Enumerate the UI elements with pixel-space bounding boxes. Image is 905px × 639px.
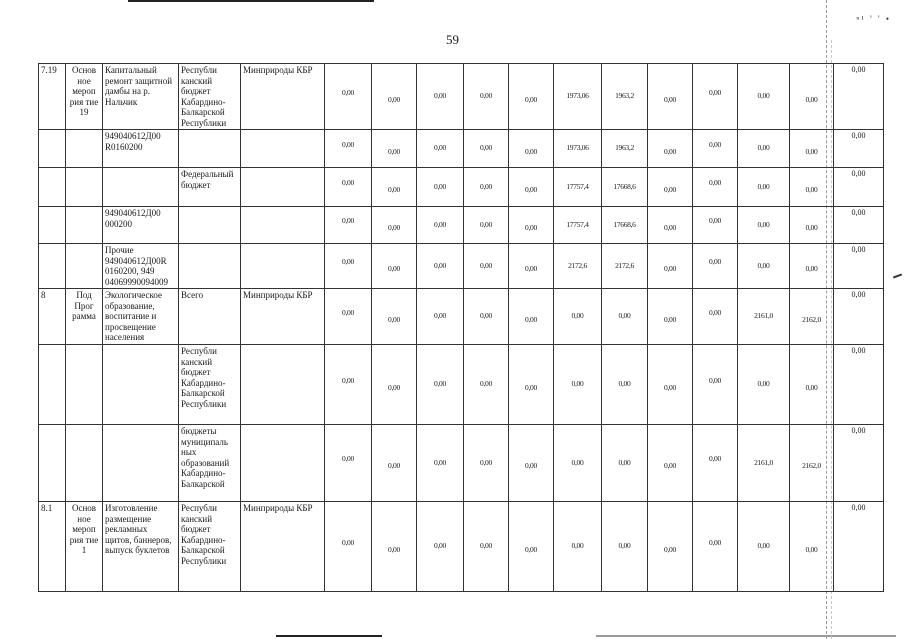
value-cell: 0,00: [738, 64, 790, 130]
value-cell: 0,00: [464, 244, 509, 289]
value-cell: 0,00: [790, 168, 834, 207]
value-cell: 2162,0: [790, 425, 834, 502]
scan-top-mark: [128, 0, 374, 2]
row-type: [66, 168, 103, 207]
row-funding-source: бюджеты муниципаль ных образований Кабардино-Балкарской: [179, 425, 241, 502]
value-cell: 0,00: [325, 345, 372, 425]
value-cell: 0,00: [693, 289, 738, 345]
scan-bottom-mark-left: [276, 635, 382, 637]
row-type: [66, 345, 103, 425]
value-cell: 17757,4: [554, 207, 602, 244]
row-name: [103, 345, 179, 425]
value-cell: 2172,6: [602, 244, 648, 289]
table-body: [39, 64, 884, 592]
row-number: [39, 345, 66, 425]
value-cell: 0,00: [372, 168, 417, 207]
value-cell: 0,00: [790, 502, 834, 592]
value-cell: 0,00: [509, 64, 554, 130]
value-cell: 2161,0: [738, 425, 790, 502]
value-cell: 0,00: [372, 425, 417, 502]
value-cell: 0,00: [648, 289, 693, 345]
value-cell: 0,00: [325, 502, 372, 592]
value-cell: 0,00: [325, 289, 372, 345]
row-type: [66, 244, 103, 289]
value-cell: 0,00: [509, 502, 554, 592]
row-funding-source: Республи канский бюджет Кабардино-Балкарской Республики: [179, 345, 241, 425]
value-cell: 0,00: [509, 345, 554, 425]
value-cell: 0,00: [554, 425, 602, 502]
row-funding-source: Всего: [179, 289, 241, 345]
row-executor: [241, 244, 325, 289]
value-cell: 1973,06: [554, 130, 602, 168]
table-row: [39, 345, 884, 425]
budget-table: [38, 63, 884, 592]
value-cell: 0,00: [325, 244, 372, 289]
row-funding-source: Федеральный бюджет: [179, 168, 241, 207]
value-cell: 0,00: [738, 502, 790, 592]
value-cell-last: 0,00: [834, 425, 884, 502]
value-cell: 0,00: [464, 502, 509, 592]
value-cell: 0,00: [693, 425, 738, 502]
value-cell: 0,00: [648, 345, 693, 425]
row-type: [66, 425, 103, 502]
row-funding-source: [179, 207, 241, 244]
page-number: 59: [446, 32, 459, 47]
value-cell: 0,00: [464, 64, 509, 130]
value-cell: 0,00: [648, 130, 693, 168]
value-cell: 0,00: [693, 345, 738, 425]
row-executor: [241, 168, 325, 207]
row-number: [39, 130, 66, 168]
value-cell: 0,00: [325, 425, 372, 502]
value-cell: 0,00: [738, 244, 790, 289]
table-row: [39, 289, 884, 345]
value-cell: 0,00: [602, 289, 648, 345]
value-cell: 0,00: [790, 130, 834, 168]
value-cell: 0,00: [738, 345, 790, 425]
value-cell: 17757,4: [554, 168, 602, 207]
row-type: Основ ное мероп рия тие 1: [66, 502, 103, 592]
row-type: [66, 207, 103, 244]
value-cell: 0,00: [372, 502, 417, 592]
value-cell: 0,00: [372, 207, 417, 244]
value-cell: 0,00: [325, 130, 372, 168]
value-cell-last: 0,00: [834, 289, 884, 345]
value-cell: 0,00: [417, 425, 464, 502]
value-cell: 0,00: [372, 130, 417, 168]
value-cell: 1963,2: [602, 130, 648, 168]
value-cell: 0,00: [602, 502, 648, 592]
table-row: [39, 425, 884, 502]
value-cell: 0,00: [464, 168, 509, 207]
row-number: [39, 207, 66, 244]
value-cell: 2161,0: [738, 289, 790, 345]
value-cell: 17668,6: [602, 207, 648, 244]
value-cell-last: 0,00: [834, 502, 884, 592]
row-funding-source: Республи канский бюджет Кабардино-Балкарской Республики: [179, 64, 241, 130]
value-cell: 0,00: [738, 168, 790, 207]
value-cell: 2162,0: [790, 289, 834, 345]
value-cell: 0,00: [325, 207, 372, 244]
value-cell: 0,00: [693, 502, 738, 592]
value-cell: 1963,2: [602, 64, 648, 130]
value-cell: 0,00: [372, 345, 417, 425]
row-number: [39, 244, 66, 289]
value-cell: 0,00: [790, 207, 834, 244]
row-name: 949040612Д00 000200: [103, 207, 179, 244]
value-cell: 0,00: [464, 289, 509, 345]
value-cell: 0,00: [417, 207, 464, 244]
value-cell: 0,00: [509, 425, 554, 502]
row-number: 8: [39, 289, 66, 345]
value-cell: 0,00: [464, 345, 509, 425]
value-cell: 0,00: [554, 289, 602, 345]
row-name: 949040612Д00 R0160200: [103, 130, 179, 168]
value-cell-last: 0,00: [834, 168, 884, 207]
row-executor: [241, 345, 325, 425]
row-executor: Минприроды КБР: [241, 64, 325, 130]
scan-bottom-mark-right: [596, 635, 896, 637]
table-row: [39, 244, 884, 289]
value-cell-last: 0,00: [834, 244, 884, 289]
value-cell: 2172,6: [554, 244, 602, 289]
value-cell: 0,00: [693, 168, 738, 207]
value-cell: 0,00: [648, 168, 693, 207]
table-row: [39, 130, 884, 168]
row-type: [66, 130, 103, 168]
value-cell: 0,00: [417, 64, 464, 130]
value-cell: 0,00: [648, 502, 693, 592]
value-cell: 0,00: [509, 289, 554, 345]
value-cell: 0,00: [464, 130, 509, 168]
value-cell: 0,00: [509, 130, 554, 168]
row-name: Капитальный ремонт защитной дамбы на р. Нальчик: [103, 64, 179, 130]
value-cell: 0,00: [648, 64, 693, 130]
value-cell: 0,00: [464, 207, 509, 244]
row-executor: [241, 207, 325, 244]
value-cell: 0,00: [648, 244, 693, 289]
row-name: [103, 425, 179, 502]
value-cell: 0,00: [648, 207, 693, 244]
value-cell: 0,00: [417, 244, 464, 289]
row-funding-source: Республи канский бюджет Кабардино-Балкарской Республики: [179, 502, 241, 592]
row-type: Основ ное мероп рия тие 19: [66, 64, 103, 130]
scan-edge-tick: [893, 274, 902, 279]
row-number: 8.1: [39, 502, 66, 592]
value-cell: 0,00: [602, 425, 648, 502]
row-name: Изготовление размещение рекламных щитов, баннеров, выпуск буклетов: [103, 502, 179, 592]
row-name: Прочие 949040612Д00R 0160200, 949 04069990094009: [103, 244, 179, 289]
value-cell: 0,00: [325, 64, 372, 130]
value-cell: 0,00: [790, 244, 834, 289]
value-cell: 0,00: [554, 502, 602, 592]
table-row: [39, 207, 884, 244]
table-row: [39, 168, 884, 207]
value-cell: 0,00: [693, 244, 738, 289]
row-number: 7.19: [39, 64, 66, 130]
value-cell: 0,00: [554, 345, 602, 425]
row-funding-source: [179, 130, 241, 168]
value-cell: 0,00: [790, 345, 834, 425]
row-type: Под Прог рамма: [66, 289, 103, 345]
value-cell-last: 0,00: [834, 64, 884, 130]
value-cell: 0,00: [648, 425, 693, 502]
value-cell: 0,00: [417, 289, 464, 345]
value-cell: 0,00: [693, 64, 738, 130]
value-cell: 0,00: [509, 244, 554, 289]
value-cell: 0,00: [325, 168, 372, 207]
row-funding-source: [179, 244, 241, 289]
value-cell-last: 0,00: [834, 345, 884, 425]
row-executor: [241, 425, 325, 502]
value-cell: 0,00: [790, 64, 834, 130]
table-row: [39, 502, 884, 592]
row-executor: [241, 130, 325, 168]
value-cell: 0,00: [417, 130, 464, 168]
value-cell-last: 0,00: [834, 130, 884, 168]
row-executor: Минприроды КБР: [241, 289, 325, 345]
value-cell-last: 0,00: [834, 207, 884, 244]
row-name: Экологическое образование, воспитание и просвещение населения: [103, 289, 179, 345]
value-cell: 0,00: [738, 130, 790, 168]
value-cell: 0,00: [372, 289, 417, 345]
row-number: [39, 425, 66, 502]
row-executor: Минприроды КБР: [241, 502, 325, 592]
value-cell: 1973,06: [554, 64, 602, 130]
value-cell: 0,00: [602, 345, 648, 425]
value-cell: 0,00: [738, 207, 790, 244]
value-cell: 0,00: [417, 168, 464, 207]
value-cell: 17668,6: [602, 168, 648, 207]
value-cell: 0,00: [372, 64, 417, 130]
value-cell: 0,00: [509, 168, 554, 207]
corner-mark: ⁿ¹ ' ' •: [856, 14, 891, 24]
value-cell: 0,00: [372, 244, 417, 289]
value-cell: 0,00: [464, 425, 509, 502]
value-cell: 0,00: [417, 502, 464, 592]
row-number: [39, 168, 66, 207]
table-row: [39, 64, 884, 130]
value-cell: 0,00: [693, 207, 738, 244]
value-cell: 0,00: [509, 207, 554, 244]
row-name: [103, 168, 179, 207]
value-cell: 0,00: [693, 130, 738, 168]
value-cell: 0,00: [417, 345, 464, 425]
